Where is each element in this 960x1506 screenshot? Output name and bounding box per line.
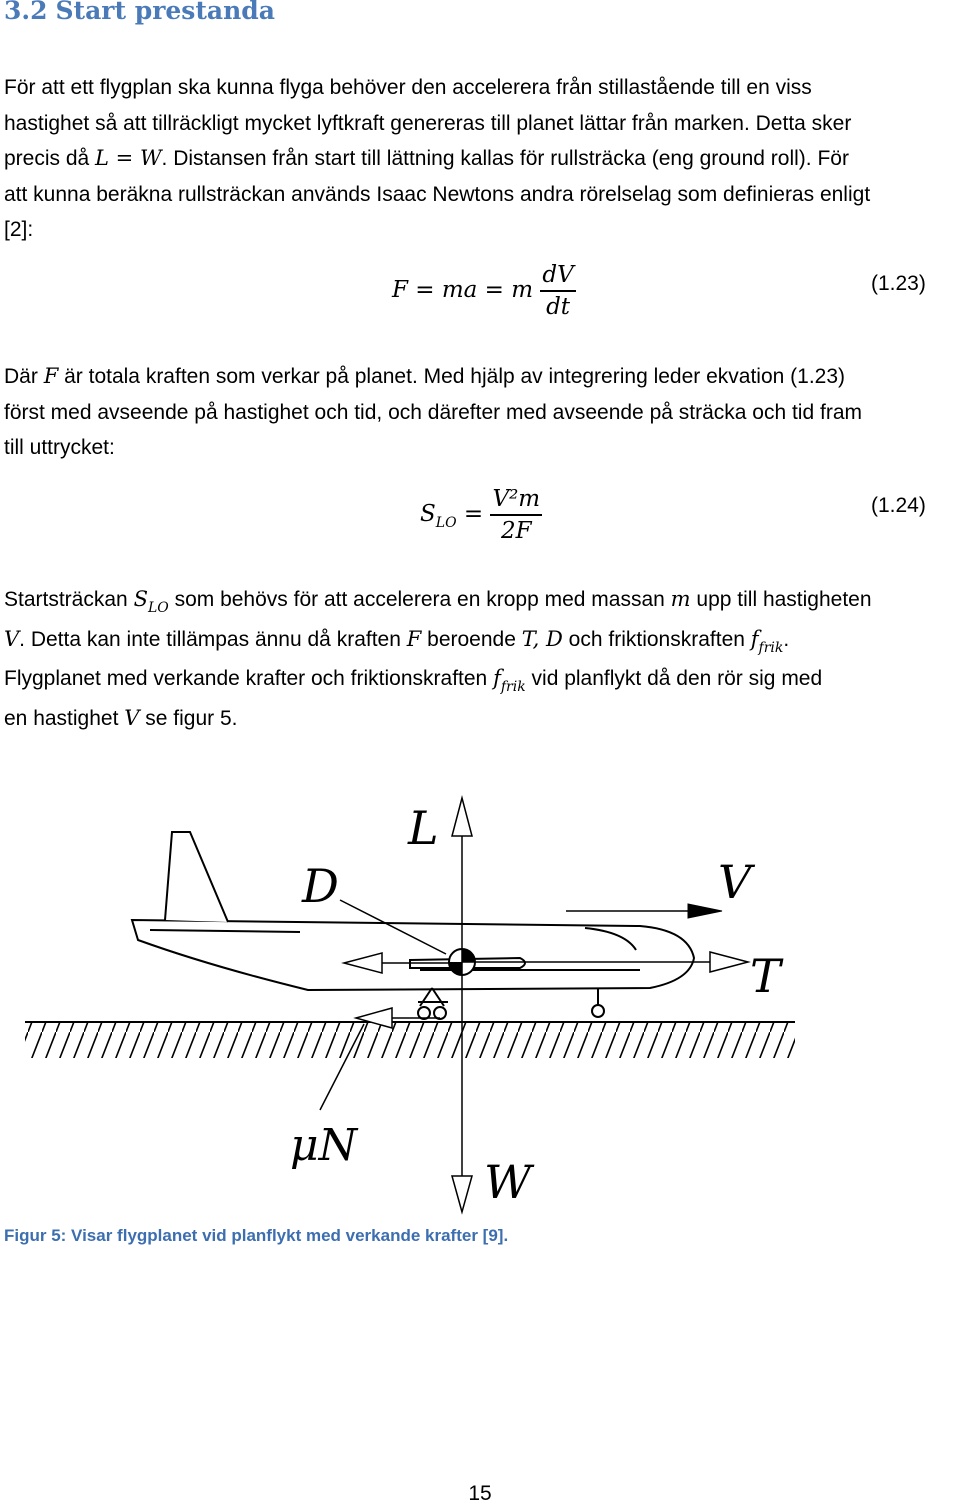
label-thrust: T [750,949,781,1003]
weight-arrow [452,1176,472,1212]
equation-number: (1.23) [871,272,926,295]
text-line [4,621,960,661]
text-run: Startsträckan [4,588,134,611]
text-line [4,700,960,738]
text-run: . Detta kan inte tillämpas ännu då kraften [19,627,407,651]
text-line [4,581,960,621]
fraction [540,262,575,320]
text-run: Flygplanet med verkande krafter och friktionskraften [4,667,494,690]
equation-lhs: F = ma = m [392,277,534,303]
inline-math-subscript: frik [758,639,784,656]
text-run: är totala kraften som verkar på planet. Med hjälp av integrering leder ekvation (1.23) [58,365,846,388]
inline-math: F [43,364,59,388]
text-run: en hastighet [4,706,125,730]
text-run: och friktionskraften [562,627,751,651]
thrust-arrow [710,952,748,972]
inline-math: m [670,587,691,611]
label-friction: μN [290,1120,358,1171]
fraction-numerator: V²m [490,486,542,516]
label-weight: W [484,1155,532,1209]
inline-math: F [406,626,422,651]
velocity-arrow [688,904,722,918]
inline-math-subscript: LO [147,600,169,616]
text-run: upp till hastigheten [690,588,872,611]
label-velocity: V [718,855,752,909]
text-line: [2]: [4,218,34,241]
inline-math: L = W [95,146,162,170]
equation-takeoff-distance [420,486,542,544]
text-run: . Distansen från start till lättning kallas för rullsträcka (eng ground roll). För [161,147,849,170]
equation-lhs-symbol: S [420,501,436,527]
text-line [4,359,960,395]
inline-math: V [124,705,140,730]
fraction-numerator: dV [540,262,575,292]
text-line: För att ett flygplan ska kunna flyga behöver den accelerera från stillastående till en viss [4,76,812,99]
paragraph-integration [4,359,960,466]
equation-number: (1.24) [871,494,926,517]
text-run: som behövs för att accelerera en kropp med massan [168,588,671,611]
text-run: se figur 5. [139,706,238,730]
ground [25,1022,795,1058]
section-number: 3.2 [4,0,48,25]
label-drag: D [302,859,339,913]
fraction-denominator: dt [546,294,571,320]
equation-lhs-subscript: LO [435,515,457,531]
section-title: Start prestanda [55,0,275,25]
airplane [132,832,694,1019]
airplane-forces-diagram [0,780,960,1220]
page-number: 15 [468,1482,492,1505]
text-run: Där [4,365,44,388]
text-line [4,141,960,177]
paragraph-intro [4,70,960,248]
text-line: att kunna beräkna rullsträckan används Isaac Newtons andra rörelselag som definieras enligt [4,182,871,206]
equation-equals: = [456,501,484,527]
text-line: först med avseende på hastighet och tid, och därefter med avseende på sträcka och tid fram [4,400,862,424]
inline-math: f [493,666,501,690]
equation-newton [392,262,576,320]
text-line: till uttrycket: [4,436,115,459]
inline-math: V [4,626,20,651]
text-line: hastighet så att tillräckligt mycket lyftkraft genereras till planet lättar från marken. Detta sker [4,111,852,135]
inline-math-subscript: frik [500,679,526,695]
figure-caption: Figur 5: Visar flygplanet vid planflykt med verkande krafter [9]. [4,1226,509,1245]
paragraph-takeoff [4,581,960,737]
fraction [490,486,542,544]
fraction-denominator: 2F [500,518,532,544]
text-line [4,660,960,700]
lift-arrow [452,798,472,836]
text-run: vid planflykt då den rör sig med [525,667,823,690]
inline-math: f [750,626,759,651]
inline-math: S [133,587,148,611]
section-heading [4,0,275,25]
text-run: . [783,627,790,651]
inline-math: T, D [521,626,563,651]
label-lift: L [408,801,439,855]
text-run: precis då [4,147,96,170]
text-run: beroende [421,627,522,651]
